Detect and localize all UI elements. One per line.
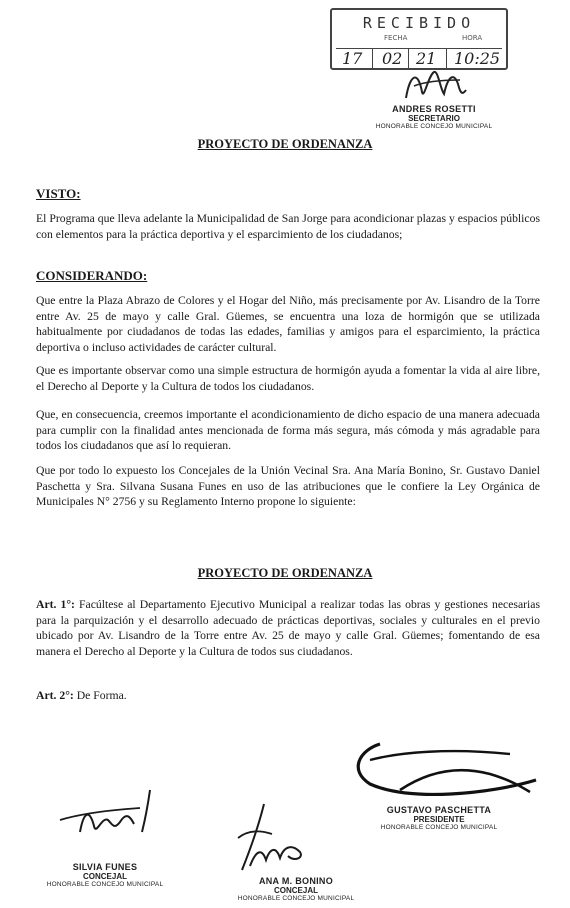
- considerando-paragraph-3: Que, en consecuencia, creemos importante el acondicionamiento de dicho espacio de una manera adecuada para cumplir con la finalidad antes mencionada de forma más segura, más cómoda y más agradable para todos los ciudadanos que así lo requieran.: [36, 408, 540, 452]
- signatory-3-role: PRESIDENTE: [413, 815, 465, 824]
- stamp-day: 17: [342, 49, 363, 68]
- signatory-3-institution: HONORABLE CONCEJO MUNICIPAL: [380, 824, 498, 831]
- signatory-2-name: ANA M. BONINO: [258, 876, 334, 886]
- stamp-time-label: HORA: [462, 34, 483, 42]
- signatory-3-name: GUSTAVO PASCHETTA: [386, 805, 492, 815]
- stamp-month: 02: [382, 49, 403, 68]
- stamp-year: 21: [416, 49, 437, 68]
- article-2-label: Art. 2°:: [36, 689, 74, 702]
- signatory-2-institution: HONORABLE CONCEJO MUNICIPAL: [237, 895, 355, 902]
- article-2: [36, 688, 540, 704]
- signature-bonino: [220, 800, 320, 880]
- stamp-title: RECIBIDO: [362, 14, 476, 32]
- signatory-2: [226, 876, 366, 902]
- signatory-1-name: SILVIA FUNES: [72, 862, 138, 872]
- signatory-2-role: CONCEJAL: [273, 886, 318, 895]
- signatory-1-role: CONCEJAL: [82, 872, 127, 881]
- stamp-date-label: FECHA: [384, 34, 408, 42]
- visto-text: El Programa que lleva adelante la Municipalidad de San Jorge para acondicionar plazas y espacios públicos con elementos para la práctica deportiva y el esparcimiento de los ciudadanos;: [36, 212, 540, 241]
- article-1-text: Facúltese al Departamento Ejecutivo Municipal a realizar todas las obras y gestiones necesarias para la parquización y el desarrollo adecuado de prácticas deportivas, sociales y culturales en el previo ubicado por Av. Lisandro de la Torre entre Av. 25 de mayo y calle Gral. Güemes; fomentando de esa manera el Derecho al Deporte y la Cultura de todos sus ciudadanos.: [36, 598, 541, 658]
- receiver-name: ANDRES ROSETTI: [392, 104, 476, 114]
- considerando-paragraph-1: Que entre la Plaza Abrazo de Colores y el Hogar del Niño, más precisamente por Av. Lisandro de la Torre entre Av. 25 de mayo y calle Gral. Güemes, se encuentra una loza de hormigón que se utilizada habitualmente por ciudadanos de todas las edades, familias y amigos para el esparcimiento, la práctica deportiva o incluso actividades de carácter cultural.: [36, 294, 540, 354]
- receiver-block: [368, 104, 500, 130]
- signatory-3: [364, 805, 514, 831]
- considerando-paragraph-2: Que es importante observar como una simple estructura de hormigón ayuda a fomentar la vida al aire libre, el Derecho al Deporte y la Cultura de todos los ciudadanos.: [36, 364, 540, 393]
- considerando-heading: CONSIDERANDO:: [36, 268, 148, 283]
- receiver-signature: [400, 66, 470, 106]
- received-stamp: [330, 8, 508, 70]
- article-1-label: Art. 1°:: [36, 598, 75, 611]
- stamp-time: 10:25: [454, 49, 501, 68]
- considerando-paragraph-4: Que por todo lo expuesto los Concejales de la Unión Vecinal Sra. Ana María Bonino, Sr. Gustavo Daniel Paschetta y Sra. Silvana Susana Funes en uso de las atribuciones que le confiere la Ley Orgánica de Municipales N° 2756 y su Reglamento Interno propone lo siguiente:: [36, 464, 540, 508]
- receiver-role: SECRETARIO: [408, 114, 460, 123]
- signature-paschetta: [340, 730, 550, 810]
- page-title: PROYECTO DE ORDENANZA: [197, 137, 373, 151]
- visto-heading: VISTO:: [36, 186, 81, 201]
- signature-funes: [50, 780, 180, 850]
- receiver-institution: HONORABLE CONCEJO MUNICIPAL: [375, 123, 493, 130]
- ordinance-title: PROYECTO DE ORDENANZA: [197, 566, 373, 580]
- article-1: [36, 597, 540, 659]
- signatory-1-institution: HONORABLE CONCEJO MUNICIPAL: [46, 881, 164, 888]
- article-2-text: De Forma.: [76, 689, 127, 702]
- signatory-1: [30, 862, 180, 888]
